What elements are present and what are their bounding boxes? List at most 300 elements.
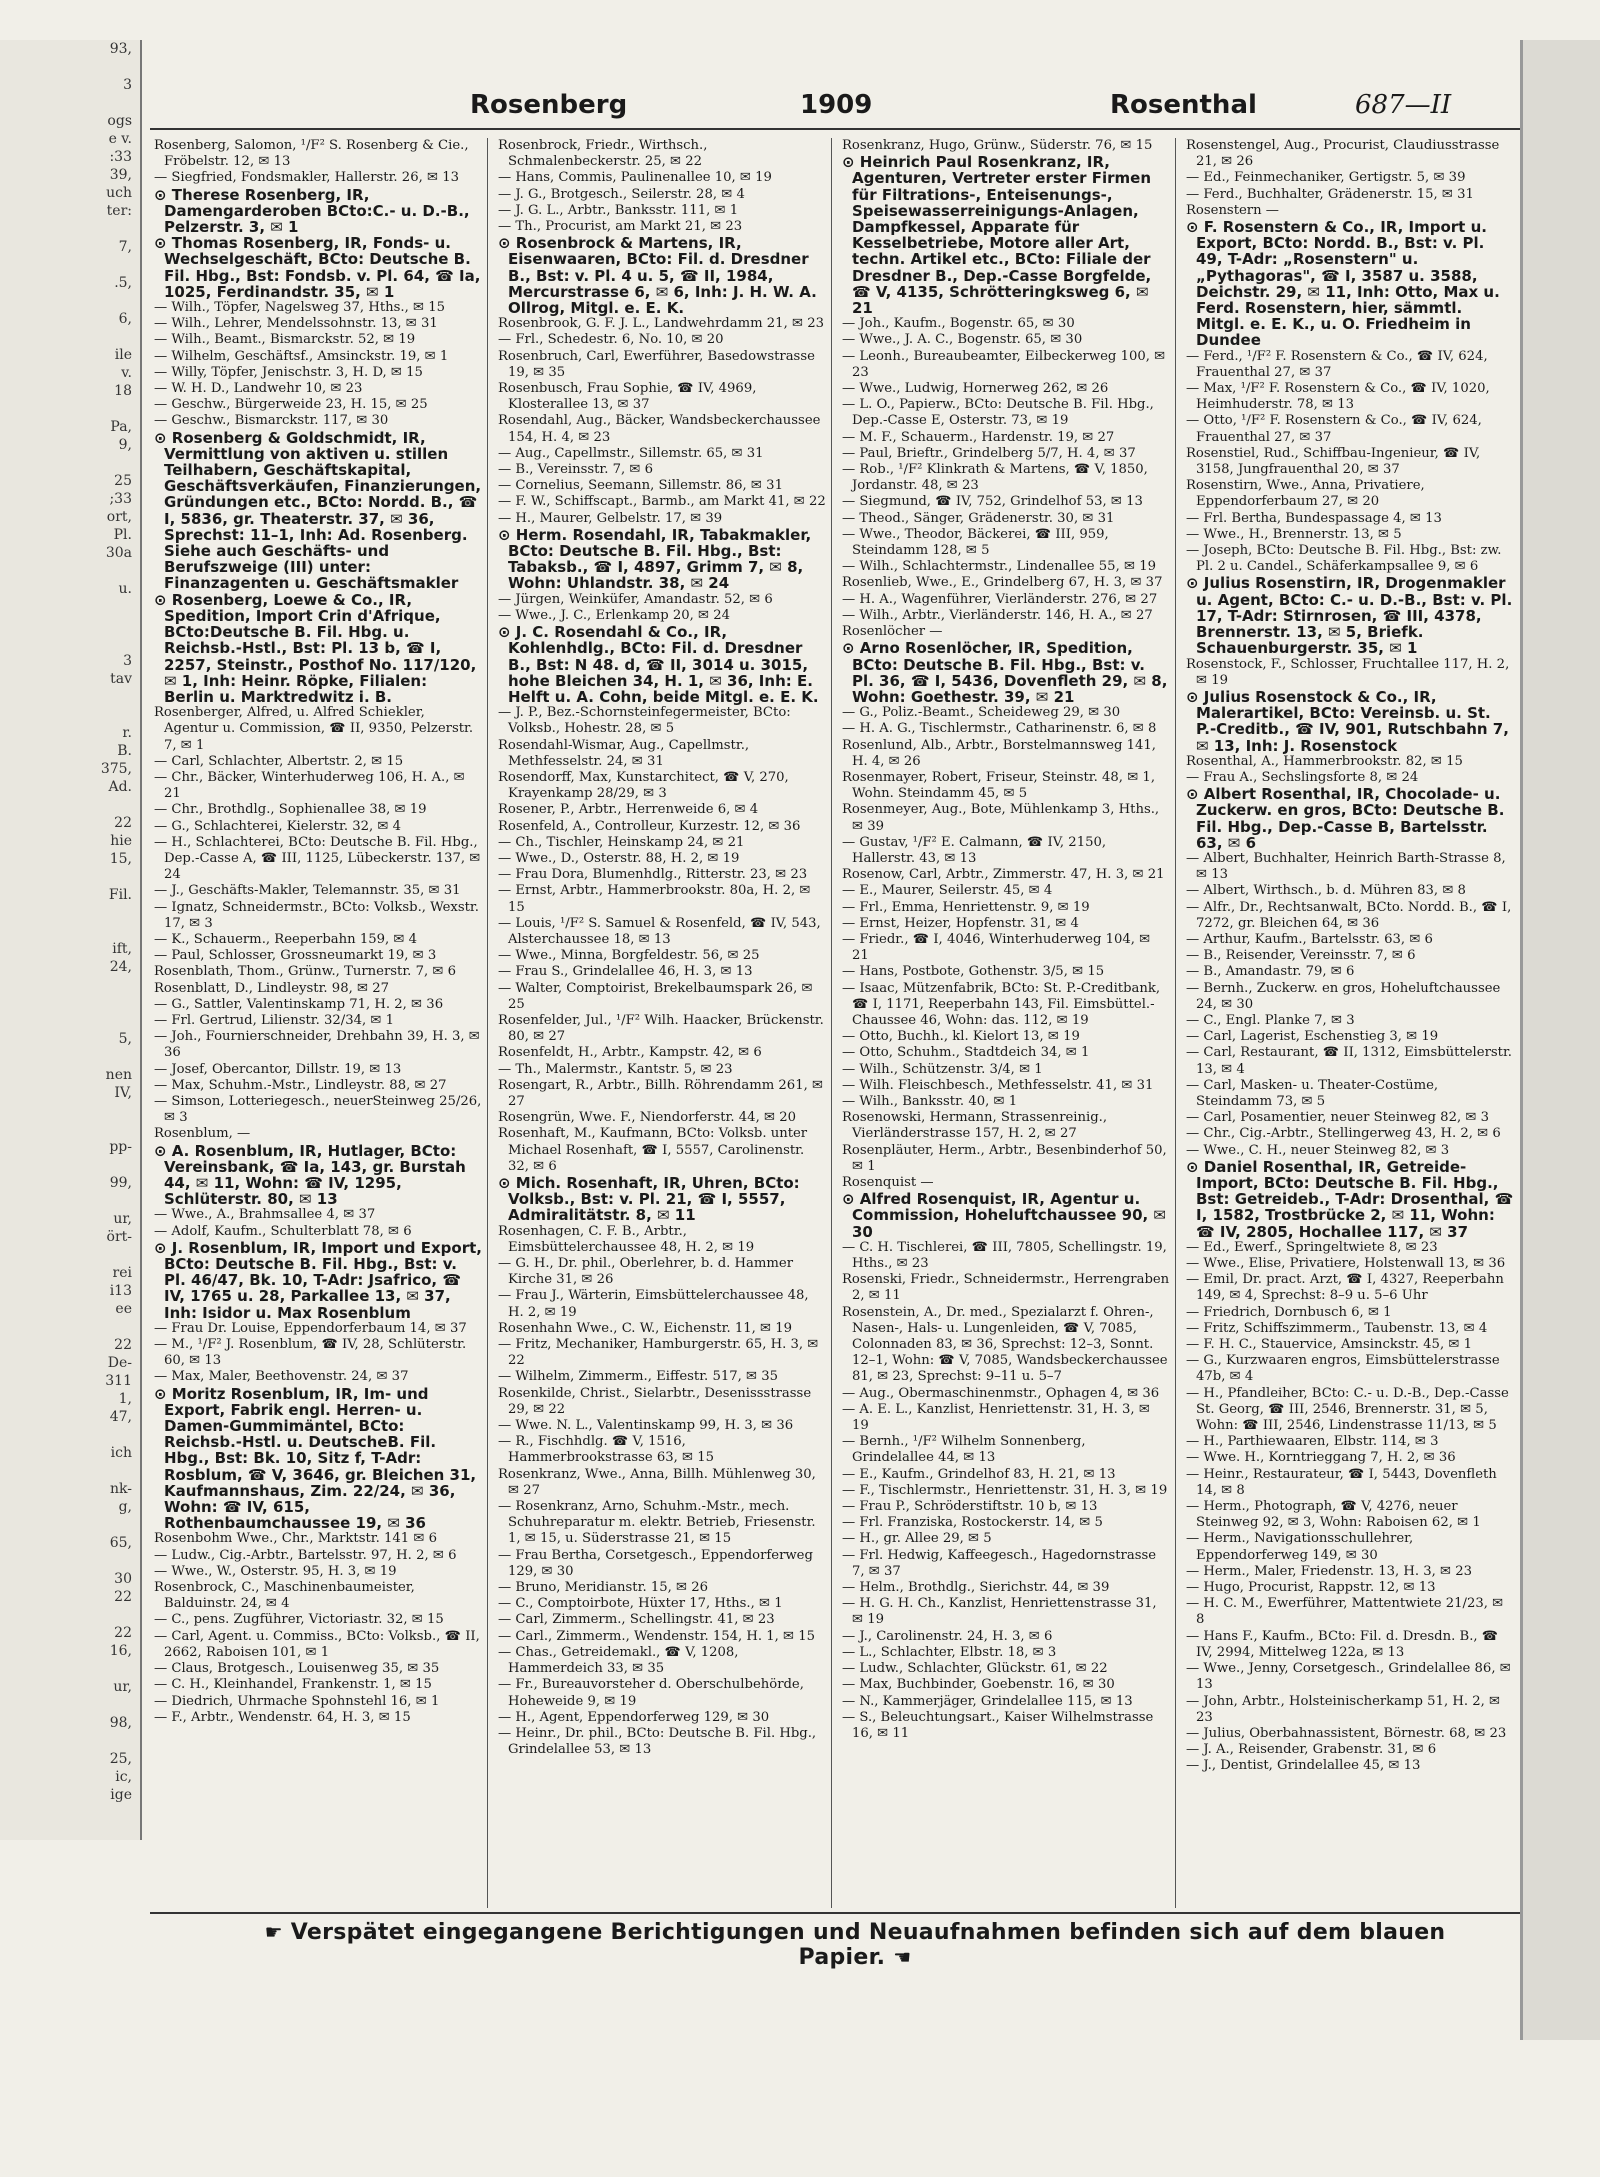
directory-entry: — Paul, Brieftr., Grindelberg 5/7, H. 4, ✉ 37 <box>842 445 1136 461</box>
edge-fragment: 18 <box>114 383 132 399</box>
edge-fragment: Fil. <box>108 887 132 903</box>
directory-entry: — Carl, Schlachter, Albertstr. 2, ✉ 15 <box>154 753 404 769</box>
edge-fragment: 9, <box>118 437 132 453</box>
edge-fragment: 15, <box>109 851 132 867</box>
edge-fragment <box>0 634 140 652</box>
directory-entry: — C. H. Tischlerei, ☎ III, 7805, Schellingstr. 19, Hths., ✉ 23 <box>842 1239 1167 1272</box>
directory-entry: — J. P., Bez.-Schornsteinfegermeister, BCto: Volksb., Hohestr. 28, ✉ 5 <box>498 705 791 737</box>
directory-entry: — Wwe., Theodor, Bäckerei, ☎ III, 959, Steindamm 128, ✉ 5 <box>842 526 1109 559</box>
directory-entry: — G., Sattler, Valentinskamp 71, H. 2, ✉ 36 <box>154 996 444 1012</box>
directory-entry: ⊙ Albert Rosenthal, IR, Chocolade- u. Zuckerw. en gros, BCto: Deutsche B. Fil. Hbg., Dep.-Casse B, Bartelsstr. 63, ✉ 6 <box>1186 785 1505 852</box>
directory-entry: — Th., Procurist, am Markt 21, ✉ 23 <box>498 219 743 235</box>
directory-entry: Rosenfelder, Jul., ¹/F² Wilh. Haacker, Brückenstr. 80, ✉ 27 <box>498 1012 824 1045</box>
directory-entry: Rosenstein, A., Dr. med., Spezialarzt f. Ohren-, Nasen-, Hals- u. Lungenleiden, ☎ V, 7085, Colonnaden 83, ✉ 36, Sprechst: 12–3, Sonnt. 12–1, Wohn: ☎ V, 7085, Wandsbeckerchaussee 81, ✉ 23, Sprechst: 9–11 u. 5–7 <box>842 1304 1168 1385</box>
edge-fragment: ur, <box>113 1211 132 1227</box>
directory-entry: — H. A. G., Tischlermstr., Catharinenstr. 6, ✉ 8 <box>842 721 1157 737</box>
adjacent-page-edge <box>0 40 142 1840</box>
directory-entry: Rosengart, R., Arbtr., Billh. Röhrendamm 261, ✉ 27 <box>498 1077 824 1109</box>
directory-entry: — Wilh., Schützenstr. 3/4, ✉ 1 <box>842 1061 1043 1077</box>
edge-fragment: 98, <box>109 1715 132 1731</box>
edge-fragment: nk- <box>110 1481 132 1497</box>
directory-entry: — Wwe., J. C., Erlenkamp 20, ✉ 24 <box>498 607 731 623</box>
directory-entry: — E., Maurer, Seilerstr. 45, ✉ 4 <box>842 883 1053 899</box>
directory-entry: — Arthur, Kaufm., Bartelsstr. 63, ✉ 6 <box>1186 931 1433 947</box>
directory-entry: — Isaac, Mützenfabrik, BCto: St. P.-Creditbank, ☎ I, 1171, Reeperbahn 143, Fil. Eimsbüttel.-Chaussee 46, Wohn: das. 112, ✉ 19 <box>842 980 1161 1028</box>
edge-fragment: ee <box>115 1301 132 1317</box>
edge-fragment: IV, <box>114 1085 132 1101</box>
directory-entry: — Herm., Maler, Friedenstr. 13, H. 3, ✉ 23 <box>1186 1563 1473 1579</box>
directory-entry: — H., Agent, Eppendorferweg 129, ✉ 30 <box>498 1709 770 1725</box>
edge-fragment: 16, <box>109 1643 132 1659</box>
directory-entry: — Herm., Navigationsschullehrer, Eppendorferweg 149, ✉ 30 <box>1186 1531 1414 1563</box>
directory-entry: — G., Schlachterei, Kielerstr. 32, ✉ 4 <box>154 818 402 834</box>
footer-rule <box>150 1912 1520 1914</box>
edge-fragment <box>0 616 140 634</box>
directory-entry: — H., Pfandleiher, BCto: C.- u. D.-B., Dep.-Casse St. Georg, ☎ III, 2546, Brennerstr. 31, ✉ 5, Wohn: ☎ III, 2546, Lindenstrasse 11/13, ✉ 5 <box>1186 1385 1509 1434</box>
pointing-hand-icon: ☛ <box>264 1920 283 1944</box>
directory-entry: — Chas., Getreidemakl., ☎ V, 1208, Hammerdeich 33, ✉ 35 <box>498 1644 739 1677</box>
directory-entry: — Frau S., Grindelallee 46, H. 3, ✉ 13 <box>498 964 753 980</box>
directory-entry: — Carl, Lagerist, Eschenstieg 3, ✉ 19 <box>1186 1029 1439 1045</box>
directory-entry: — B., Vereinsstr. 7, ✉ 6 <box>498 462 654 478</box>
edge-fragment <box>0 400 140 418</box>
edge-fragment: ic, <box>115 1769 132 1785</box>
directory-entry: — Ernst, Heizer, Hopfenstr. 31, ✉ 4 <box>842 915 1079 931</box>
directory-entry: Rosenberger, Alfred, u. Alfred Schiekler, Agentur u. Commission, ☎ II, 9350, Pelzerstr. 7, ✉ 1 <box>154 705 474 753</box>
directory-entry: — Diedrich, Uhrmache Spohnstehl 16, ✉ 1 <box>154 1693 440 1709</box>
directory-entry: Rosenstengel, Aug., Procurist, Claudiusstrasse 21, ✉ 26 <box>1186 138 1500 170</box>
directory-entry: Rosenbusch, Frau Sophie, ☎ IV, 4969, Klosterallee 13, ✉ 37 <box>498 381 757 413</box>
directory-entry: — Carl., Zimmerm., Wendenstr. 154, H. 1, ✉ 15 <box>498 1628 816 1644</box>
directory-entry: — Ludw., Schlachter, Glückstr. 61, ✉ 22 <box>842 1661 1108 1677</box>
directory-entry: — J. G., Brotgesch., Seilerstr. 28, ✉ 4 <box>498 186 745 202</box>
directory-entry: — Frau J., Wärterin, Eimsbüttelerchaussee 48, H. 2, ✉ 19 <box>498 1288 809 1320</box>
directory-entry: — G., Poliz.-Beamt., Scheideweg 29, ✉ 30 <box>842 705 1121 721</box>
edge-fragment <box>0 1462 140 1480</box>
directory-entry: Rosener, P., Arbtr., Herrenweide 6, ✉ 4 <box>498 802 759 818</box>
edge-fragment <box>0 1156 140 1174</box>
directory-entry: Rosenpläuter, Herm., Arbtr., Besenbinderhof 50, ✉ 1 <box>842 1142 1167 1174</box>
edge-fragment: 25 <box>114 473 132 489</box>
directory-entry: — Wilh., Banksstr. 40, ✉ 1 <box>842 1093 1018 1109</box>
directory-entry: — Ed., Feinmechaniker, Gertigstr. 5, ✉ 39 <box>1186 170 1466 186</box>
directory-entry: Rosenhaft, M., Kaufmann, BCto: Volksb. unter Michael Rosenhaft, ☎ I, 5557, Carolinenstr. 32, ✉ 6 <box>498 1126 808 1174</box>
directory-entry: — Helm., Brothdlg., Sierichstr. 44, ✉ 39 <box>842 1580 1110 1596</box>
directory-entry: — Wwe., J. A. C., Bogenstr. 65, ✉ 30 <box>842 332 1083 348</box>
edge-fragment: ort, <box>106 509 132 525</box>
directory-entry: Rosenmeyer, Aug., Bote, Mühlenkamp 3, Hths., ✉ 39 <box>842 802 1160 834</box>
directory-entry: — Frl., Schedestr. 6, No. 10, ✉ 20 <box>498 332 724 348</box>
edge-fragment: ;33 <box>109 491 132 507</box>
column-4 <box>1182 138 1520 1908</box>
directory-entry: ⊙ Rosenbrock & Martens, IR, Eisenwaaren, BCto: Fil. d. Dresdner B., Bst: v. Pl. 4 u. 5, ☎ II, 1984, Mercurstrasse 6, ✉ 6, Inh: J. H. W. A. Ollrog, Mitgl. e. E. K. <box>498 234 817 318</box>
edge-fragment <box>0 58 140 76</box>
directory-entry: — M. F., Schauerm., Hardenstr. 19, ✉ 27 <box>842 429 1115 445</box>
directory-entry: Rosenstiel, Rud., Schiffbau-Ingenieur, ☎ IV, 3158, Jungfrauenthal 20, ✉ 37 <box>1186 445 1481 478</box>
edge-fragment <box>0 328 140 346</box>
directory-entry: Rosenlöcher — <box>842 624 943 640</box>
edge-fragment <box>0 598 140 616</box>
directory-entry: ⊙ Herm. Rosendahl, IR, Tabakmakler, BCto: Deutsche B. Fil. Hbg., Bst: Tabaksb., ☎ I, 4897, Grimm 7, ✉ 8, Wohn: Uhlandstr. 38, ✉ 24 <box>498 525 812 593</box>
edge-fragment: g, <box>118 1499 132 1515</box>
directory-entry: — Ferd., ¹/F² F. Rosenstern & Co., ☎ IV, 624, Frauenthal 27, ✉ 37 <box>1186 348 1488 380</box>
column-3 <box>838 138 1176 1908</box>
directory-entry: ⊙ Daniel Rosenthal, IR, Getreide-Import, BCto: Deutsche B. Fil. Hbg., Bst: Getreideb., T-Adr: Drosenthal, ☎ I, 1582, Trostbrücke 2, ✉ 11, Wohn: ☎ IV, 2805, Hochallee 117, ✉ 37 <box>1186 1157 1514 1241</box>
directory-entry: — Chr., Bäcker, Winterhuderweg 106, H. A., ✉ 21 <box>154 769 465 802</box>
edge-fragment <box>0 1426 140 1444</box>
directory-entry: — Carl, Masken- u. Theater-Costüme, Steindamm 73, ✉ 5 <box>1186 1077 1439 1109</box>
directory-entry: — H. G. H. Ch., Kanzlist, Henriettenstrasse 31, ✉ 19 <box>842 1596 1157 1628</box>
directory-entry: Rosengrün, Wwe. F., Niendorferstr. 44, ✉ 20 <box>498 1110 796 1126</box>
directory-entry: Rosenstern — <box>1186 202 1279 218</box>
directory-entry: ⊙ Rosenberg, Loewe & Co., IR, Spedition, Import Crin d'Afrique, BCto:Deutsche B. Fil. Hbg. u. Reichsb.-Hstl., Bst: Pl. 13 b, ☎ I, 2257, Steinstr., Posthof No. 117/120, ✉ 1, Inh: Heinr. Röpke, Filialen: Berlin u. Marktredwitz i. B. <box>154 590 477 706</box>
directory-entry: — K., Schauerm., Reeperbahn 159, ✉ 4 <box>154 931 418 947</box>
directory-entry: — Wwe., Ludwig, Hornerweg 262, ✉ 26 <box>842 381 1109 397</box>
directory-entry: — Emil, Dr. pract. Arzt, ☎ I, 4327, Reeperbahn 149, ✉ 4, Sprechst: 8–9 u. 5–6 Uhr <box>1186 1272 1504 1304</box>
directory-entry: — Walter, Comptoirist, Brekelbaumspark 26, ✉ 25 <box>498 980 813 1012</box>
edge-fragment: 6, <box>118 311 132 327</box>
directory-entry: Rosenfeld, A., Controlleur, Kurzestr. 12, ✉ 36 <box>498 818 801 834</box>
directory-entry: — Wilhelm, Zimmerm., Eiffestr. 517, ✉ 35 <box>498 1369 779 1385</box>
directory-entry: — Claus, Brotgesch., Louisenweg 35, ✉ 35 <box>154 1661 440 1677</box>
directory-entry: — J., Carolinenstr. 24, H. 3, ✉ 6 <box>842 1628 1053 1644</box>
directory-entry: — J. A., Reisender, Grabenstr. 31, ✉ 6 <box>1186 1742 1437 1758</box>
directory-entry: — Geschw., Bismarckstr. 117, ✉ 30 <box>154 413 389 429</box>
edge-fragment: ogs <box>107 113 132 129</box>
edge-fragment <box>0 706 140 724</box>
directory-entry: — R., Fischhdlg. ☎ V, 1516, Hammerbrookstrasse 63, ✉ 15 <box>498 1434 715 1466</box>
edge-fragment: ur, <box>113 1679 132 1695</box>
directory-entry: Rosenmayer, Robert, Friseur, Steinstr. 48, ✉ 1, Wohn. Steindamm 45, ✉ 5 <box>842 769 1156 802</box>
directory-entry: Rosenkranz, Wwe., Anna, Billh. Mühlenweg 30, ✉ 27 <box>498 1466 816 1498</box>
edge-fragment <box>0 1660 140 1678</box>
edge-fragment: u. <box>118 581 132 597</box>
edge-fragment: :33 <box>109 149 132 165</box>
edge-fragment: 99, <box>109 1175 132 1191</box>
directory-entry: — Wilhelm, Geschäftsf., Amsinckstr. 19, ✉ 1 <box>154 348 449 364</box>
edge-fragment: ige <box>110 1787 132 1803</box>
directory-entry: — Frau Dora, Blumenhdlg., Ritterstr. 23, ✉ 23 <box>498 867 808 883</box>
edge-fragment <box>0 688 140 706</box>
edge-fragment: B. <box>117 743 132 759</box>
directory-entry: — Frl. Hedwig, Kaffeegesch., Hagedornstrasse 7, ✉ 37 <box>842 1547 1157 1579</box>
directory-entry: — Ed., Ewerf., Springeltwiete 8, ✉ 23 <box>1186 1239 1438 1255</box>
directory-entry: — Josef, Obercantor, Dillstr. 19, ✉ 13 <box>154 1061 402 1077</box>
directory-entry: ⊙ Mich. Rosenhaft, IR, Uhren, BCto: Volksb., Bst: v. Pl. 21, ☎ I, 5557, Admiralitätstr. 8, ✉ 11 <box>498 1174 800 1225</box>
directory-entry: — Friedrich, Dornbusch 6, ✉ 1 <box>1186 1304 1392 1320</box>
edge-fragment: 93, <box>109 41 132 57</box>
directory-entry: — C., pens. Zugführer, Victoriastr. 32, ✉ 15 <box>154 1612 444 1628</box>
edge-fragment: 311 <box>105 1373 132 1389</box>
directory-entry: ⊙ A. Rosenblum, IR, Hutlager, BCto: Vereinsbank, ☎ Ia, 143, gr. Burstah 44, ✉ 11, Wohn: ☎ IV, 1295, Schlüterstr. 80, ✉ 13 <box>154 1141 466 1209</box>
edge-fragment: hie <box>110 833 132 849</box>
directory-entry: — Fritz, Mechaniker, Hamburgerstr. 65, H. 3, ✉ 22 <box>498 1337 819 1369</box>
edge-fragment: Pl. <box>113 527 132 543</box>
edge-fragment: uch <box>106 185 132 201</box>
directory-entry: Rosenblum, — <box>154 1126 251 1142</box>
directory-entry: — Wwe., A., Brahmsallee 4, ✉ 37 <box>154 1207 376 1223</box>
directory-entry: — H., Maurer, Gelbelstr. 17, ✉ 39 <box>498 510 723 526</box>
directory-entry: — Bruno, Meridianstr. 15, ✉ 26 <box>498 1580 709 1596</box>
edge-fragment <box>0 1552 140 1570</box>
directory-entry: ⊙ Therese Rosenberg, IR, Damengarderoben BCto:C.- u. D.-B., Pelzerstr. 3, ✉ 1 <box>154 185 470 237</box>
directory-entry: — C., Comptoirbote, Hüxter 17, Hths., ✉ 1 <box>498 1596 783 1612</box>
edge-fragment <box>0 1696 140 1714</box>
directory-entry: Rosenhagen, C. F. B., Arbtr., Eimsbüttelerchaussee 48, H. 2, ✉ 19 <box>498 1223 755 1255</box>
directory-entry: Rosenbohm Wwe., Chr., Marktstr. 141 ✉ 6 <box>154 1531 438 1547</box>
directory-entry: — S., Beleuchtungsart., Kaiser Wilhelmstrasse 16, ✉ 11 <box>842 1709 1154 1741</box>
directory-entry: Rosendorff, Max, Kunstarchitect, ☎ V, 270, Krayenkamp 28/29, ✉ 3 <box>498 769 789 802</box>
directory-entry: — Siegfried, Fondsmakler, Hallerstr. 26, ✉ 13 <box>154 170 459 186</box>
directory-entry: Rosenblath, Thom., Grünw., Turnerstr. 7, ✉ 6 <box>154 964 456 980</box>
directory-entry: — H. A., Wagenführer, Vierländerstr. 276, ✉ 27 <box>842 591 1158 607</box>
directory-entry: Rosenstirn, Wwe., Anna, Privatiere, Eppendorferbaum 27, ✉ 20 <box>1186 478 1425 510</box>
directory-entry: Rosenbruch, Carl, Ewerführer, Basedowstrasse 19, ✉ 35 <box>498 348 815 380</box>
directory-entry: — Otto, ¹/F² F. Rosenstern & Co., ☎ IV, 624, Frauenthal 27, ✉ 37 <box>1186 413 1482 445</box>
directory-entry: — Joh., Fournierschneider, Drehbahn 39, H. 3, ✉ 36 <box>154 1029 480 1061</box>
edge-fragment: 22 <box>114 1337 132 1353</box>
directory-entry: — Wilh., Beamt., Bismarckstr. 52, ✉ 19 <box>154 332 416 348</box>
edge-fragment: .5, <box>114 275 132 291</box>
directory-entry: — Wwe., Minna, Borgfeldestr. 56, ✉ 25 <box>498 948 760 964</box>
directory-entry: Rosenthal, A., Hammerbrookstr. 82, ✉ 15 <box>1186 753 1463 769</box>
directory-entry: — Carl, Agent. u. Commiss., BCto: Volksb., ☎ II, 2662, Raboisen 101, ✉ 1 <box>154 1628 480 1660</box>
directory-entry: — Aug., Obermaschinenmstr., Ophagen 4, ✉ 36 <box>842 1385 1160 1401</box>
directory-entry: — Wwe., D., Osterstr. 88, H. 2, ✉ 19 <box>498 850 740 866</box>
directory-entry: — Herm., Photograph, ☎ V, 4276, neuer Steinweg 92, ✉ 3, Wohn: Raboisen 62, ✉ 1 <box>1186 1499 1481 1531</box>
directory-entry: ⊙ J. Rosenblum, IR, Import und Export, BCto: Deutsche B. Fil. Hbg., Bst: v. Pl. 46/47, Bk. 10, T-Adr: Jsafrico, ☎ IV, 1765 u. 28, Parkallee 13, ✉ 37, Inh: Isidor u. Max Rosenblum <box>154 1238 482 1322</box>
directory-entry: — Max, ¹/F² F. Rosenstern & Co., ☎ IV, 1020, Heimhuderstr. 78, ✉ 13 <box>1186 381 1490 413</box>
directory-entry: — Wwe., H., Brennerstr. 13, ✉ 5 <box>1186 526 1402 542</box>
directory-entry: Rosenlieb, Wwe., E., Grindelberg 67, H. 3, ✉ 37 <box>842 575 1163 591</box>
directory-entry: Rosenbrock, Friedr., Wirthsch., Schmalenbeckerstr. 25, ✉ 22 <box>498 138 708 170</box>
edge-fragment <box>0 94 140 112</box>
directory-entry: — Simson, Lotteriegesch., neuerSteinweg 25/26, ✉ 3 <box>154 1093 482 1126</box>
directory-entry: — Hugo, Procurist, Rappstr. 12, ✉ 13 <box>1186 1580 1436 1596</box>
footer-text: Verspätet eingegangene Berichtigungen und Neuaufnahmen befinden sich auf dem blauen Papier. <box>290 1920 1446 1970</box>
directory-entry: — Ferd., Buchhalter, Grädenerstr. 15, ✉ 31 <box>1186 186 1474 202</box>
directory-entry: Rosenbrook, G. F. J. L., Landwehrdamm 21, ✉ 23 <box>498 316 824 332</box>
edge-fragment: nen <box>105 1067 132 1083</box>
right-page-edge <box>1520 40 1600 2040</box>
edge-fragment <box>0 1102 140 1120</box>
directory-entry: — Aug., Capellmstr., Sillemstr. 65, ✉ 31 <box>498 445 764 461</box>
directory-entry: — Carl, Zimmerm., Schellingstr. 41, ✉ 23 <box>498 1612 775 1628</box>
directory-entry: — Willy, Töpfer, Jenischstr. 3, H. D, ✉ 15 <box>154 364 423 380</box>
edge-fragment: rei <box>112 1265 132 1281</box>
directory-entry: — C., Engl. Planke 7, ✉ 3 <box>1186 1012 1355 1028</box>
directory-entry: ⊙ Moritz Rosenblum, IR, Im- und Export, Fabrik engl. Herren- u. Damen-Gummimäntel, BCto: Reichsb.-Hstl. u. DeutscheB. Fil. Hbg., Bst: Bk. 10, Sitz f, T-Adr: Rosblum, ☎ V, 3646, gr. Bleichen 31, Kaufmannshaus, Zim. 22/24, ✉ 36, Wohn: ☎ IV, 615, Rothenbaumchaussee 19, ✉ 36 <box>154 1384 477 1533</box>
directory-entry: Rosenow, Carl, Arbtr., Zimmerstr. 47, H. 3, ✉ 21 <box>842 867 1165 883</box>
directory-entry: — Gustav, ¹/F² E. Calmann, ☎ IV, 2150, Hallerstr. 43, ✉ 13 <box>842 834 1107 866</box>
edge-fragment <box>0 1606 140 1624</box>
directory-entry: Rosenhahn Wwe., C. W., Eichenstr. 11, ✉ 19 <box>498 1320 793 1336</box>
directory-entry: — Chr., Brothdlg., Sophienallee 38, ✉ 19 <box>154 802 427 818</box>
directory-entry: Rosenowski, Hermann, Strassenreinig., Vierländerstrasse 157, H. 2, ✉ 27 <box>842 1110 1108 1142</box>
directory-entry: ⊙ Rosenberg & Goldschmidt, IR, Vermittlung von aktiven u. stillen Teilhabern, Geschäftskapital, Geschäftsverkäufen, Finanzierungen, Gründungen etc., BCto: Nordd. B., ☎ I, 5836, gr. Theaterstr. 37, ✉ 36, Sprechst: 11–1, Inh: Ad. Rosenberg. Siehe auch Geschäfts- und Berufszweige (III) unter: Finanzagenten u. Geschäftsmakler <box>154 428 482 593</box>
directory-entry: — Julius, Oberbahnassistent, Börnestr. 68, ✉ 23 <box>1186 1725 1507 1741</box>
directory-entry: — Geschw., Bürgerweide 23, H. 15, ✉ 25 <box>154 397 428 413</box>
edge-fragment: 30a <box>105 545 132 561</box>
edge-fragment: r. <box>122 725 132 741</box>
edge-fragment: i13 <box>109 1283 132 1299</box>
pointing-hand-left-icon: ☚ <box>893 1945 912 1969</box>
directory-entry: Rosenblatt, D., Lindleystr. 98, ✉ 27 <box>154 980 389 996</box>
directory-entry: — J. G. L., Arbtr., Banksstr. 111, ✉ 1 <box>498 202 739 218</box>
directory-entry: — Rob., ¹/F² Klinkrath & Martens, ☎ V, 1850, Jordanstr. 48, ✉ 23 <box>842 462 1148 494</box>
directory-entry: — Wilh., Töpfer, Nagelsweg 37, Hths., ✉ 15 <box>154 300 445 316</box>
edge-fragment: 5, <box>118 1031 132 1047</box>
directory-entry: — W. H. D., Landwehr 10, ✉ 23 <box>154 381 363 397</box>
edge-fragment: Pa, <box>110 419 132 435</box>
header-year: 1909 <box>800 90 873 120</box>
edge-fragment: ile <box>114 347 132 363</box>
directory-entry: — Frl. Franziska, Rostockerstr. 14, ✉ 5 <box>842 1515 1103 1531</box>
directory-entry: — Wilh., Lehrer, Mendelssohnstr. 13, ✉ 31 <box>154 316 438 332</box>
header-right-keyword: Rosenthal <box>1110 90 1257 120</box>
page-number: 687—II <box>1355 90 1452 120</box>
directory-entry: — Ch., Tischler, Heinskamp 24, ✉ 21 <box>498 834 745 850</box>
directory-entry: — Louis, ¹/F² S. Samuel & Rosenfeld, ☎ IV, 543, Alsterchaussee 18, ✉ 13 <box>498 915 821 947</box>
edge-fragment <box>0 292 140 310</box>
directory-entry: — M., ¹/F² J. Rosenblum, ☎ IV, 28, Schlüterstr. 60, ✉ 13 <box>154 1337 467 1369</box>
directory-entry: — H., gr. Allee 29, ✉ 5 <box>842 1531 992 1547</box>
directory-entry: — Frau Bertha, Corsetgesch., Eppendorferweg 129, ✉ 30 <box>498 1547 813 1579</box>
directory-entry: — Paul, Schlosser, Grossneumarkt 19, ✉ 3 <box>154 948 437 964</box>
header-left-keyword: Rosenberg <box>470 90 628 120</box>
directory-entry: — F., Tischlermstr., Henriettenstr. 31, H. 3, ✉ 19 <box>842 1482 1168 1498</box>
directory-entry: — Fr., Bureauvorsteher d. Oberschulbehörde, Hoheweide 9, ✉ 19 <box>498 1677 804 1709</box>
edge-fragment <box>0 994 140 1012</box>
directory-entry: — L. O., Papierw., BCto: Deutsche B. Fil. Hbg., Dep.-Casse E, Osterstr. 73, ✉ 19 <box>842 397 1154 429</box>
directory-entry: — N., Kammerjäger, Grindelallee 115, ✉ 13 <box>842 1693 1133 1709</box>
directory-entry: — Wilh., Schlachtermstr., Lindenallee 55, ✉ 19 <box>842 559 1156 575</box>
directory-entry: — Heinr., Restaurateur, ☎ I, 5443, Dovenfleth 14, ✉ 8 <box>1186 1466 1497 1498</box>
edge-fragment: De- <box>107 1355 132 1371</box>
edge-fragment: 47, <box>109 1409 132 1425</box>
directory-entry: — Ernst, Arbtr., Hammerbrookstr. 80a, H. 2, ✉ 15 <box>498 883 811 915</box>
directory-entry: — Bernh., Zuckerw. en gros, Hoheluftchaussee 24, ✉ 30 <box>1186 980 1501 1012</box>
edge-fragment: 22 <box>114 815 132 831</box>
directory-entry: — H., Schlachterei, BCto: Deutsche B. Fil. Hbg., Dep.-Casse A, ☎ III, 1125, Lübeckerstr. 137, ✉ 24 <box>154 834 481 883</box>
directory-entry: — Wilh. Fleischbesch., Methfesselstr. 41, ✉ 31 <box>842 1077 1154 1093</box>
directory-entry: — Frl. Gertrud, Lilienstr. 32/34, ✉ 1 <box>154 1012 395 1028</box>
directory-entry: — Otto, Buchh., kl. Kielort 13, ✉ 19 <box>842 1029 1080 1045</box>
directory-entry: — Max, Maler, Beethovenstr. 24, ✉ 37 <box>154 1369 409 1385</box>
directory-entry: — Wwe. H., Korntrieggang 7, H. 2, ✉ 36 <box>1186 1450 1456 1466</box>
edge-fragment <box>0 922 140 940</box>
header-rule <box>150 128 1520 130</box>
directory-entry: Rosenfeldt, H., Arbtr., Kampstr. 42, ✉ 6 <box>498 1045 762 1061</box>
directory-entry: Rosenbrock, C., Maschinenbaumeister, Balduinstr. 24, ✉ 4 <box>154 1580 415 1612</box>
edge-fragment: ift, <box>112 941 132 957</box>
directory-entry: Rosenski, Friedr., Schneidermstr., Herrengraben 2, ✉ 11 <box>842 1272 1170 1304</box>
edge-fragment: e v. <box>108 131 132 147</box>
directory-entry: — Wwe., C. H., neuer Steinweg 82, ✉ 3 <box>1186 1142 1450 1158</box>
edge-fragment: 7, <box>118 239 132 255</box>
edge-fragment: v. <box>121 365 132 381</box>
directory-entry: — Frl., Emma, Henriettenstr. 9, ✉ 19 <box>842 899 1090 915</box>
edge-fragment: Ad. <box>108 779 132 795</box>
edge-fragment <box>0 1012 140 1030</box>
directory-entry: — Frau Dr. Louise, Eppendorferbaum 14, ✉ 37 <box>154 1320 467 1336</box>
directory-entry: — Carl, Restaurant, ☎ II, 1312, Eimsbüttelerstr. 13, ✉ 4 <box>1186 1045 1512 1077</box>
directory-entry: ⊙ Heinrich Paul Rosenkranz, IR, Agenturen, Vertreter erster Firmen für Filtrations-, Enteisenungs-, Speisewasserreinigungs-Anlagen, Dampfkessel, Apparate für Kesselbetriebe, Motore aller Art, techn. Artikel etc., BCto: Filiale der Dresdner B., Dep.-Casse Borgfelde, ☎ V, 4135, Schrötteringksweg 6, ✉ 21 <box>842 153 1152 318</box>
edge-fragment <box>0 904 140 922</box>
directory-entry: — Frau P., Schröderstiftstr. 10 b, ✉ 13 <box>842 1499 1098 1515</box>
edge-fragment: 25, <box>109 1751 132 1767</box>
edge-fragment: ört- <box>106 1229 132 1245</box>
edge-fragment: 3 <box>123 653 132 669</box>
directory-entry: — Heinr., Dr. phil., BCto: Deutsche B. Fil. Hbg., Grindelallee 53, ✉ 13 <box>498 1725 817 1758</box>
directory-entry: — Ludw., Cig.-Arbtr., Bartelsstr. 97, H. 2, ✉ 6 <box>154 1547 457 1563</box>
directory-entry: — Jürgen, Weinküfer, Amandastr. 52, ✉ 6 <box>498 591 773 607</box>
directory-entry: — Siegmund, ☎ IV, 752, Grindelhof 53, ✉ 13 <box>842 494 1143 510</box>
directory-entry: Rosendahl-Wismar, Aug., Capellmstr., Methfesselstr. 24, ✉ 31 <box>498 737 750 769</box>
directory-entry: — J., Geschäfts-Makler, Telemannstr. 35, ✉ 31 <box>154 883 461 899</box>
directory-entry: ⊙ Julius Rosenstock & Co., IR, Malerartikel, BCto: Vereinsb. u. St. P.-Creditb., ☎ IV, 901, Rutschbahn 7, ✉ 13, Inh: J. Rosenstock <box>1186 687 1509 755</box>
directory-entry: ⊙ F. Rosenstern & Co., IR, Import u. Export, BCto: Nordd. B., Bst: v. Pl. 49, T-Adr: „Rosenstern" u. „Pythagoras", ☎ I, 3587 u. 3588, Deichstr. 29, ✉ 11, Inh: Otto, Max u. Ferd. Rosenstern, hier, sämmtl. Mitgl. e. E. K., u. O. Friedheim in Dundee <box>1186 218 1500 350</box>
directory-entry: — Hans, Commis, Paulinenallee 10, ✉ 19 <box>498 170 772 186</box>
directory-entry: — E., Kaufm., Grindelhof 83, H. 21, ✉ 13 <box>842 1466 1116 1482</box>
directory-entry: — L., Schlachter, Elbstr. 18, ✉ 3 <box>842 1644 1057 1660</box>
directory-entry: Rosenkranz, Hugo, Grünw., Süderstr. 76, ✉ 15 <box>842 138 1153 153</box>
directory-entry: — Adolf, Kaufm., Schulterblatt 78, ✉ 6 <box>154 1223 412 1239</box>
edge-fragment: pp- <box>109 1139 132 1155</box>
directory-entry: — F., Arbtr., Wendenstr. 64, H. 3, ✉ 15 <box>154 1709 411 1725</box>
directory-entry: Rosenberg, Salomon, ¹/F² S. Rosenberg & Cie., Fröbelstr. 12, ✉ 13 <box>154 138 469 170</box>
directory-entry: — Max, Schuhm.-Mstr., Lindleystr. 88, ✉ 27 <box>154 1077 447 1093</box>
edge-fragment <box>0 220 140 238</box>
edge-fragment: 3 <box>123 77 132 93</box>
edge-fragment <box>0 1732 140 1750</box>
directory-entry: — John, Arbtr., Holsteinischerkamp 51, H. 2, ✉ 23 <box>1186 1693 1501 1725</box>
edge-fragment <box>0 454 140 472</box>
edge-fragment: ich <box>110 1445 132 1461</box>
directory-entry: — Wwe. N. L., Valentinskamp 99, H. 3, ✉ 36 <box>498 1418 794 1434</box>
edge-fragment <box>0 1246 140 1264</box>
edge-fragment: 65, <box>109 1535 132 1551</box>
directory-entry: — Theod., Sänger, Grädenerstr. 30, ✉ 31 <box>842 510 1115 526</box>
footer-notice <box>220 1920 1490 1970</box>
directory-entry: — Fritz, Schiffszimmerm., Taubenstr. 13, ✉ 4 <box>1186 1320 1488 1336</box>
directory-entry: — Carl, Posamentier, neuer Steinweg 82, ✉ 3 <box>1186 1110 1489 1126</box>
directory-entry: — Max, Buchbinder, Goebenstr. 16, ✉ 30 <box>842 1677 1115 1693</box>
directory-entry: — B., Amandastr. 79, ✉ 6 <box>1186 964 1355 980</box>
directory-entry: — H. C. M., Ewerführer, Mattentwiete 21/23, ✉ 8 <box>1186 1596 1504 1628</box>
directory-entry: — F. H. C., Stauervice, Amsinckstr. 45, ✉ 1 <box>1186 1337 1472 1353</box>
directory-entry: — Rosenkranz, Arno, Schuhm.-Mstr., mech. Schuhreparatur m. elektr. Betrieb, Friesenstr. 1, ✉ 15, u. Süderstrasse 21, ✉ 15 <box>498 1499 816 1547</box>
directory-entry: — Albert, Wirthsch., b. d. Mühren 83, ✉ 8 <box>1186 883 1466 899</box>
directory-entry: — Th., Malermstr., Kantstr. 5, ✉ 23 <box>498 1061 733 1077</box>
directory-entry: ⊙ Alfred Rosenquist, IR, Agentur u. Commission, Hoheluftchaussee 90, ✉ 30 <box>842 1190 1167 1241</box>
edge-fragment <box>0 1120 140 1138</box>
directory-entry: — Chr., Cig.-Arbtr., Stellingerweg 43, H. 2, ✉ 6 <box>1186 1126 1501 1142</box>
directory-entry: — Joseph, BCto: Deutsche B. Fil. Hbg., Bst: zw. Pl. 2 u. Candel., Schäferkampsallee 9, ✉ 6 <box>1186 543 1502 575</box>
directory-entry: — Wilh., Arbtr., Vierländerstr. 146, H. A., ✉ 27 <box>842 607 1153 623</box>
directory-entry: — Friedr., ☎ I, 4046, Winterhuderweg 104, ✉ 21 <box>842 931 1151 964</box>
page-header <box>150 90 1520 130</box>
edge-fragment: 22 <box>114 1625 132 1641</box>
directory-entry: — Leonh., Bureaubeamter, Eilbeckerweg 100, ✉ 23 <box>842 348 1166 380</box>
directory-entry: — B., Reisender, Vereinsstr. 7, ✉ 6 <box>1186 948 1416 964</box>
directory-entry: — F. W., Schiffscapt., Barmb., am Markt 41, ✉ 22 <box>498 494 826 510</box>
directory-entry: ⊙ Thomas Rosenberg, IR, Fonds- u. Wechselgeschäft, BCto: Deutsche B. Fil. Hbg., Bst: Fondsb. v. Pl. 64, ☎ Ia, 1025, Ferdinandstr. 35, ✉ 1 <box>154 234 481 301</box>
directory-entry: — Wwe., Elise, Privatiere, Holstenwall 13, ✉ 36 <box>1186 1256 1506 1272</box>
directory-entry: — Alfr., Dr., Rechtsanwalt, BCto. Nordd. B., ☎ I, 7272, gr. Bleichen 64, ✉ 36 <box>1186 899 1512 931</box>
directory-entry: Rosenkilde, Christ., Sielarbtr., Desenissstrasse 29, ✉ 22 <box>498 1385 812 1417</box>
directory-entry: — Otto, Schuhm., Stadtdeich 34, ✉ 1 <box>842 1045 1090 1061</box>
